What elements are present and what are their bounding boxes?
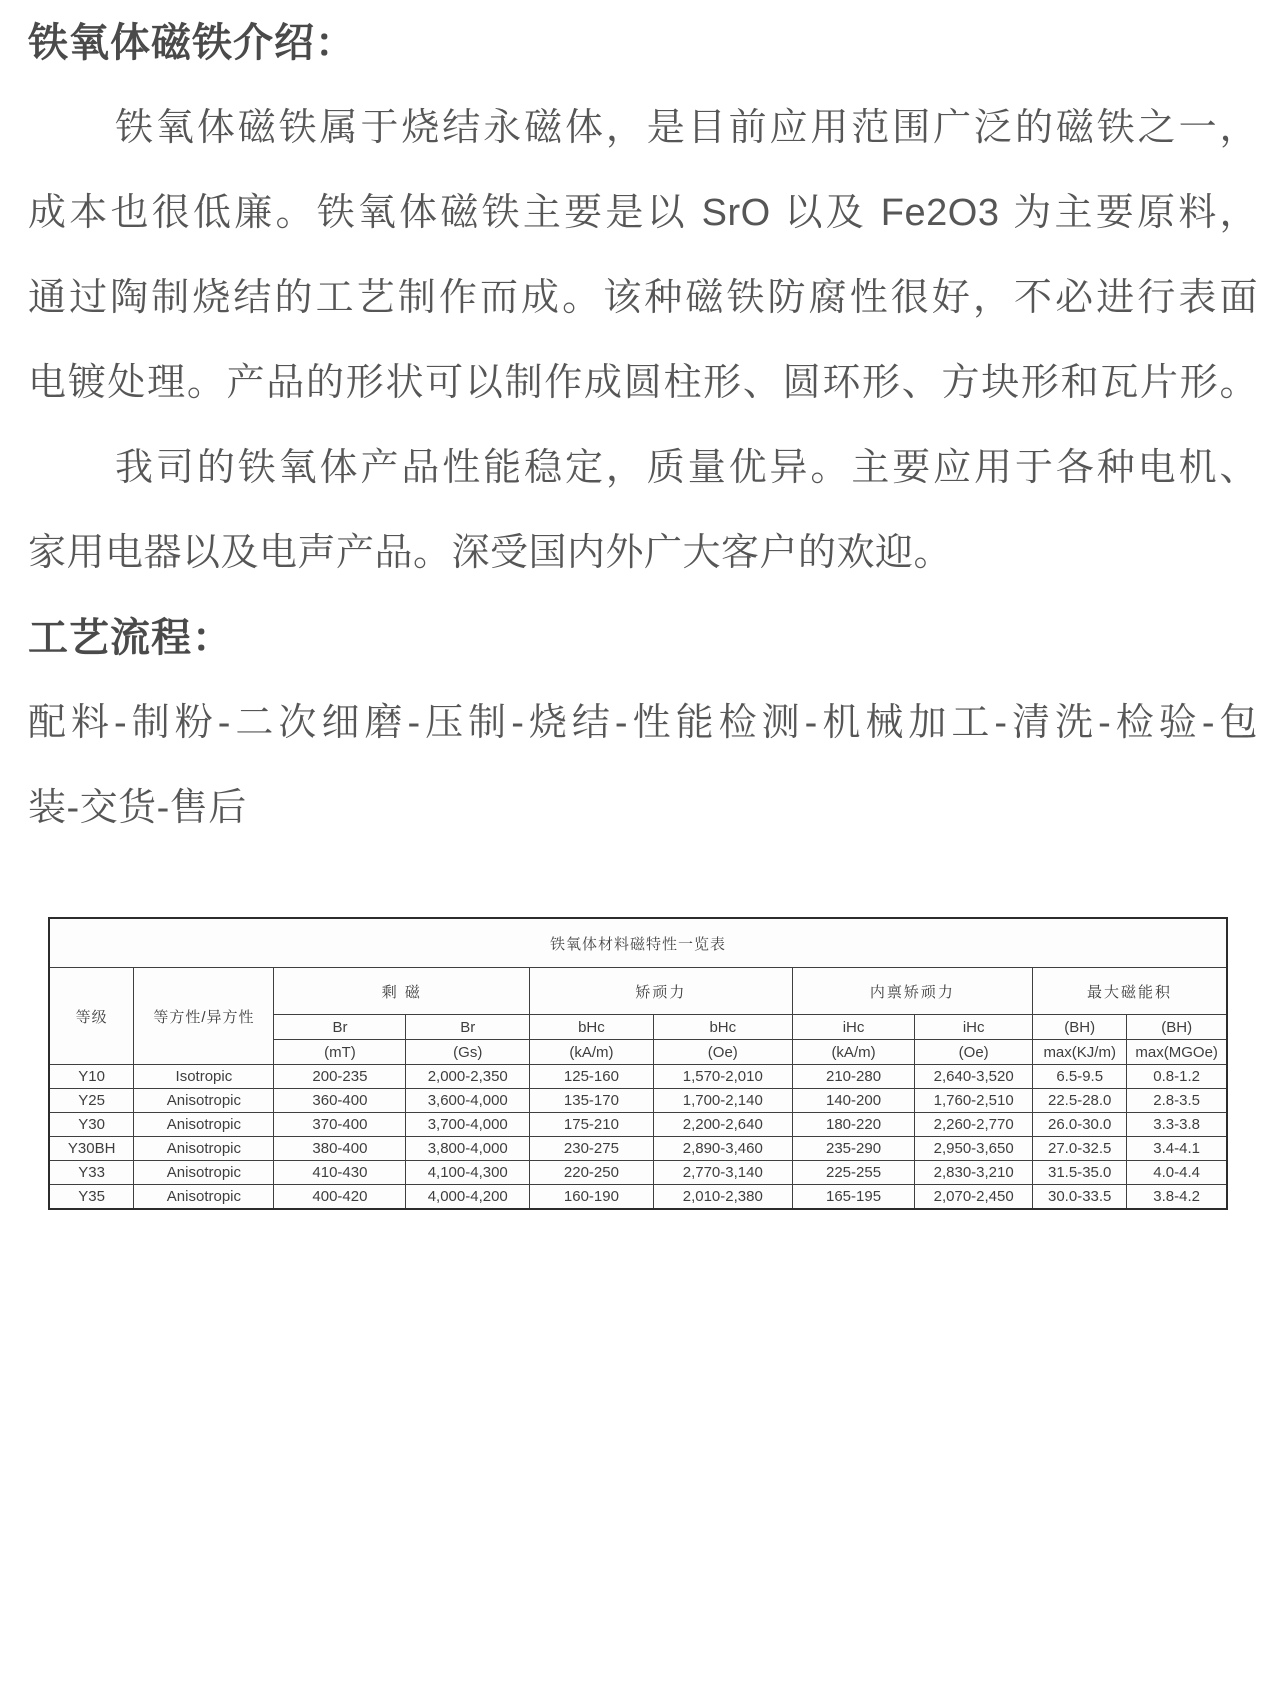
table-body bbox=[49, 1065, 1227, 1210]
cell-bhc-oe: 1,570-2,010 bbox=[653, 1065, 792, 1089]
cell-br-gs: 2,000-2,350 bbox=[406, 1065, 530, 1089]
header-unit: (Gs) bbox=[406, 1040, 530, 1065]
intro-paragraph-line: 成本也很低廉。铁氧体磁铁主要是以 SrO 以及 Fe2O3 为主要原料， bbox=[28, 192, 1258, 234]
cell-ihc-oe: 2,950-3,650 bbox=[915, 1137, 1033, 1161]
header-symbol: iHc bbox=[915, 1015, 1033, 1040]
table-row bbox=[49, 1185, 1227, 1210]
cell-bh-mgoe: 2.8-3.5 bbox=[1127, 1089, 1227, 1113]
cell-ihc-oe: 2,070-2,450 bbox=[915, 1185, 1033, 1210]
cell-bh-mgoe: 4.0-4.4 bbox=[1127, 1161, 1227, 1185]
cell-br-gs: 4,000-4,200 bbox=[406, 1185, 530, 1210]
cell-bh-kjm: 6.5-9.5 bbox=[1033, 1065, 1127, 1089]
cell-br-mt: 400-420 bbox=[274, 1185, 406, 1210]
header-symbol: iHc bbox=[792, 1015, 915, 1040]
cell-ihc-kam: 210-280 bbox=[792, 1065, 915, 1089]
header-unit: (kA/m) bbox=[530, 1040, 654, 1065]
process-flow-line: 装-交货-售后 bbox=[28, 787, 247, 829]
cell-grade: Y30BH bbox=[49, 1137, 134, 1161]
cell-br-gs: 3,700-4,000 bbox=[406, 1113, 530, 1137]
header-symbol: (BH) bbox=[1127, 1015, 1227, 1040]
table-row bbox=[49, 1089, 1227, 1113]
cell-bhc-kam: 220-250 bbox=[530, 1161, 654, 1185]
header-symbol: (BH) bbox=[1033, 1015, 1127, 1040]
cell-isotropy: Anisotropic bbox=[134, 1113, 274, 1137]
cell-bh-kjm: 31.5-35.0 bbox=[1033, 1161, 1127, 1185]
header-unit: max(MGOe) bbox=[1127, 1040, 1227, 1065]
cell-isotropy: Anisotropic bbox=[134, 1137, 274, 1161]
cell-bhc-kam: 175-210 bbox=[530, 1113, 654, 1137]
header-unit: max(KJ/m) bbox=[1033, 1040, 1127, 1065]
table-row bbox=[49, 1113, 1227, 1137]
cell-grade: Y25 bbox=[49, 1089, 134, 1113]
header-grade: 等级 bbox=[49, 968, 134, 1065]
cell-bh-mgoe: 3.8-4.2 bbox=[1127, 1185, 1227, 1210]
cell-ihc-oe: 2,640-3,520 bbox=[915, 1065, 1033, 1089]
header-group-remanence: 剩 磁 bbox=[274, 968, 530, 1015]
header-unit: (mT) bbox=[274, 1040, 406, 1065]
cell-bhc-kam: 125-160 bbox=[530, 1065, 654, 1089]
cell-bh-kjm: 30.0-33.5 bbox=[1033, 1185, 1127, 1210]
header-unit: (kA/m) bbox=[792, 1040, 915, 1065]
cell-bh-kjm: 26.0-30.0 bbox=[1033, 1113, 1127, 1137]
cell-ihc-kam: 225-255 bbox=[792, 1161, 915, 1185]
cell-br-gs: 4,100-4,300 bbox=[406, 1161, 530, 1185]
cell-bh-kjm: 27.0-32.5 bbox=[1033, 1137, 1127, 1161]
cell-isotropy: Isotropic bbox=[134, 1065, 274, 1089]
header-group-max-energy-product: 最大磁能积 bbox=[1033, 968, 1227, 1015]
cell-ihc-kam: 165-195 bbox=[792, 1185, 915, 1210]
table-row bbox=[49, 1065, 1227, 1089]
cell-grade: Y33 bbox=[49, 1161, 134, 1185]
cell-isotropy: Anisotropic bbox=[134, 1185, 274, 1210]
table-title: 铁氧体材料磁特性一览表 bbox=[49, 918, 1227, 968]
spec-table-image bbox=[48, 917, 1228, 1210]
cell-ihc-kam: 140-200 bbox=[792, 1089, 915, 1113]
header-unit: (Oe) bbox=[915, 1040, 1033, 1065]
intro-heading: 铁氧体磁铁介绍： bbox=[28, 21, 356, 65]
cell-br-mt: 360-400 bbox=[274, 1089, 406, 1113]
cell-bh-mgoe: 3.3-3.8 bbox=[1127, 1113, 1227, 1137]
cell-ihc-oe: 2,830-3,210 bbox=[915, 1161, 1033, 1185]
cell-br-mt: 380-400 bbox=[274, 1137, 406, 1161]
header-group-intrinsic-coercivity: 内禀矫顽力 bbox=[792, 968, 1032, 1015]
cell-isotropy: Anisotropic bbox=[134, 1161, 274, 1185]
cell-bhc-oe: 2,200-2,640 bbox=[653, 1113, 792, 1137]
table-title-row bbox=[49, 918, 1227, 968]
header-symbol: Br bbox=[274, 1015, 406, 1040]
cell-br-mt: 410-430 bbox=[274, 1161, 406, 1185]
cell-grade: Y35 bbox=[49, 1185, 134, 1210]
intro-paragraph-line: 铁氧体磁铁属于烧结永磁体，是目前应用范围广泛的磁铁之一， bbox=[115, 107, 1258, 149]
cell-bhc-oe: 1,700-2,140 bbox=[653, 1089, 792, 1113]
cell-isotropy: Anisotropic bbox=[134, 1089, 274, 1113]
header-group-coercivity: 矫顽力 bbox=[530, 968, 793, 1015]
cell-bhc-kam: 135-170 bbox=[530, 1089, 654, 1113]
cell-bhc-oe: 2,770-3,140 bbox=[653, 1161, 792, 1185]
cell-ihc-oe: 1,760-2,510 bbox=[915, 1089, 1033, 1113]
magnetic-properties-table bbox=[48, 917, 1228, 1210]
cell-br-mt: 370-400 bbox=[274, 1113, 406, 1137]
intro-paragraph-line: 家用电器以及电声产品。深受国内外广大客户的欢迎。 bbox=[28, 532, 953, 574]
intro-paragraph-line: 通过陶制烧结的工艺制作而成。该种磁铁防腐性很好，不必进行表面 bbox=[28, 277, 1258, 319]
cell-grade: Y10 bbox=[49, 1065, 134, 1089]
header-symbol: Br bbox=[406, 1015, 530, 1040]
process-flow-line: 配料-制粉-二次细磨-压制-烧结-性能检测-机械加工-清洗-检验-包 bbox=[28, 702, 1258, 744]
cell-bhc-kam: 230-275 bbox=[530, 1137, 654, 1161]
table-row bbox=[49, 1161, 1227, 1185]
intro-paragraph-line: 电镀处理。产品的形状可以制作成圆柱形、圆环形、方块形和瓦片形。 bbox=[28, 362, 1258, 404]
cell-bh-kjm: 22.5-28.0 bbox=[1033, 1089, 1127, 1113]
intro-paragraph-line: 我司的铁氧体产品性能稳定，质量优异。主要应用于各种电机、 bbox=[115, 447, 1258, 489]
table-group-header-row bbox=[49, 968, 1227, 1015]
cell-br-mt: 200-235 bbox=[274, 1065, 406, 1089]
cell-bhc-kam: 160-190 bbox=[530, 1185, 654, 1210]
table-row bbox=[49, 1137, 1227, 1161]
cell-br-gs: 3,800-4,000 bbox=[406, 1137, 530, 1161]
cell-br-gs: 3,600-4,000 bbox=[406, 1089, 530, 1113]
header-unit: (Oe) bbox=[653, 1040, 792, 1065]
cell-grade: Y30 bbox=[49, 1113, 134, 1137]
cell-bhc-oe: 2,010-2,380 bbox=[653, 1185, 792, 1210]
cell-ihc-kam: 180-220 bbox=[792, 1113, 915, 1137]
cell-ihc-oe: 2,260-2,770 bbox=[915, 1113, 1033, 1137]
cell-ihc-kam: 235-290 bbox=[792, 1137, 915, 1161]
header-symbol: bHc bbox=[653, 1015, 792, 1040]
header-symbol: bHc bbox=[530, 1015, 654, 1040]
cell-bh-mgoe: 3.4-4.1 bbox=[1127, 1137, 1227, 1161]
process-heading: 工艺流程： bbox=[28, 616, 233, 660]
cell-bhc-oe: 2,890-3,460 bbox=[653, 1137, 792, 1161]
header-isotropy: 等方性/异方性 bbox=[134, 968, 274, 1065]
cell-bh-mgoe: 0.8-1.2 bbox=[1127, 1065, 1227, 1089]
